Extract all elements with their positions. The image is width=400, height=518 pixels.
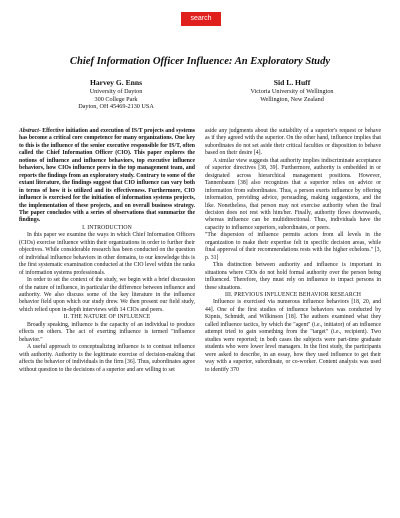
- author-city: Dayton, OH 45469-2130 USA: [78, 103, 154, 111]
- paragraph: This distinction between authority and influence is important in situations where CIOs do not hold formal authority over the person being influenced. Therefore, they must rely on influence to impact persons in these situations.: [205, 262, 381, 291]
- section-heading-previous-research: III. PREVIOUS INFLUENCE BEHAVIOR RESEARCH: [224, 291, 362, 298]
- paper-title: Chief Information Officer Influence: An Exploratory Study: [69, 56, 331, 67]
- paragraph: Broadly speaking, influence is the capacity of an individual to produce effects on others. The act of exerting influence is termed "influence behavior.": [19, 321, 195, 343]
- abstract-text: - Effective initiation and execution of IS/T projects and systems has become a critical core competence for many organizations. One key to this is the influence of the senior executive responsible for IS/T, often called the Chief Information Officer (CIO). This paper explores the notions of influence and influence behaviors, top executive influence behaviors, how CIOs influence peers in the top management team, and reports the findings from an exploratory study. Contrary to some of the extant literature, the findings suggest that CIO influence can vary both in terms of how it is utilized and its effectiveness. Furthermore, CIO influence is exercised for the initiation of information systems projects, the implementation of these projects, and on overall business strategy. The paper concludes with a series of observations that summarize the findings.: [19, 128, 195, 224]
- right-column: [205, 128, 381, 374]
- paragraph: In order to set the context of the study, we begin with a brief discussion of the nature of influence, in particular the difference between influence and authority. We also discuss some of the key literature in the influence behavior field upon which our study drew. We then present our field study, which relied upon in-depth interviews with 14 CIOs and peers.: [19, 277, 195, 313]
- author-address: 300 College Park: [94, 95, 138, 103]
- section-heading-nature: II. THE NATURE OF INFLUENCE: [63, 314, 151, 321]
- search-button[interactable]: search: [181, 12, 221, 26]
- author-name: Sid L. Huff: [273, 78, 311, 87]
- author-name: Harvey G. Enns: [89, 78, 143, 87]
- section-heading-introduction: I. INTRODUCTION: [82, 224, 132, 231]
- block-quote: "The dispersion of influence permits actors from all levels in the organization to make their expertise felt in specific decision areas, while final approval of their recommendations rests with the higher echelons." [3, p. 31]: [205, 232, 381, 261]
- abstract-label: Abstract: [19, 128, 39, 134]
- author-affiliation: University of Dayton: [89, 88, 143, 95]
- abstract: [19, 128, 195, 225]
- paragraph: A similar view suggests that authority implies indiscriminate acceptance of superior directives [38, 39]. Furthermore, authority is embedded in or designated across hierarchical management positions. However, Tannenbaum [38] also recognizes that a superior relies on advice or information from subordinates. Thus, a person exerts influence by offering information, providing advice, persuading, making suggestions, and the like. Nonetheless, that person may not exercise authority when the final decision does not rest with him/her. Finally, authority flows downwards, whereas influence can be multidirectional. Thus, individuals have the capacity to influence superiors, subordinates, or peers.: [205, 157, 381, 231]
- author-block-enns: [56, 78, 176, 111]
- paragraph: Influence is exercised via numerous influence behaviors [18, 20, and 44]. One of the first studies of influence behaviors was conducted by Kipnis, Schmidt, and Wilkinson [18]. The authors examined what they called influence tactics, by which the "agent" (i.e., initiator) of an influence attempt tried to gain something from the "target" (i.e., recipient). Two studies were reported; in both cases the subjects were part-time graduate students who were lower level managers. In the first study, the participants were asked to describe, in an essay, how they used influence to get their way with a superior, subordinate, or co-worker. Content analysis was used to identify 370: [205, 299, 381, 373]
- paragraph: aside any judgments about the suitability of a superior's request or behave as if they agreed with the superior. On the other hand, influence implies that subordinates do not set aside their critical faculties or disposition to behave based on their desire [4].: [205, 128, 381, 157]
- paragraph: A useful approach to conceptualizing influence is to contrast influence with authority. Authority is the legitimate exercise of decision-making that affects the behavior of individuals in the firm [36]. Thus, subordinates agree without question to the decisions of a superior and are willing to set: [19, 344, 195, 373]
- left-column: [19, 128, 195, 374]
- author-city: Wellington, New Zealand: [260, 95, 324, 103]
- author-block-huff: [232, 78, 352, 103]
- author-affiliation: Victoria University of Wellington: [250, 88, 334, 95]
- paragraph: In this paper we examine the ways in which Chief Information Officers (CIOs) exercise influence within their organizations in order to further their objectives. While considerable research has been conducted on the question of individual influence behaviors in other domains, to our knowledge this is the first systematic examination conducted at the CIO level within the ranks of information systems professionals.: [19, 232, 195, 276]
